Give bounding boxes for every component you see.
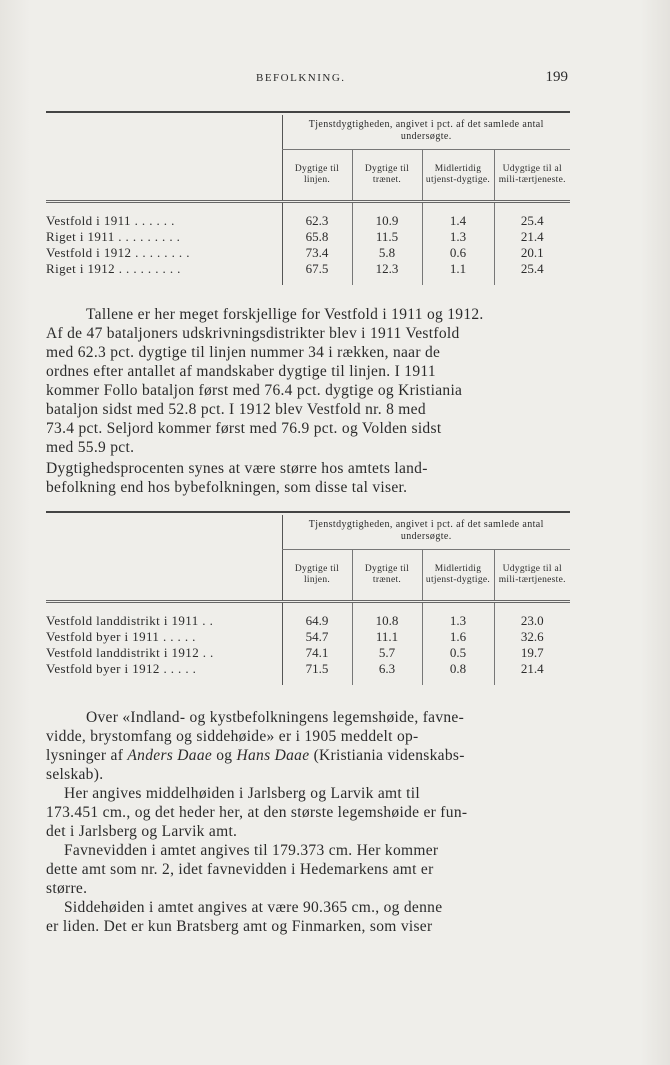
cell: 25.4 bbox=[494, 202, 570, 230]
cell: 71.5 bbox=[282, 661, 352, 685]
paragraph-siddehoiden bbox=[46, 898, 568, 936]
paragraph-favnevidden bbox=[46, 841, 568, 898]
cell: 1.3 bbox=[422, 602, 494, 630]
text-line: Af de 47 bataljoners udskrivningsdistrikter blev i 1911 Vestfold bbox=[46, 325, 460, 342]
row-label: Riget i 1912 . . . . . . . . . bbox=[46, 261, 181, 276]
text-line: med 62.3 pct. dygtige til linjen nummer 34 i rækken, naar de bbox=[46, 344, 441, 361]
cell: 67.5 bbox=[282, 261, 352, 285]
table-row bbox=[46, 229, 570, 245]
text-fragment: og bbox=[212, 747, 237, 764]
cell: 5.7 bbox=[352, 645, 422, 661]
table-row bbox=[46, 202, 570, 230]
row-label: Vestfold byer i 1912 . . . . . bbox=[46, 661, 197, 676]
table1 bbox=[46, 115, 570, 285]
table1-col-udygtige: Udygtige til al mili-tærtjeneste. bbox=[494, 150, 570, 202]
cell: 32.6 bbox=[494, 629, 570, 645]
table2-col-udygtige: Udygtige til al mili-tærtjeneste. bbox=[494, 550, 570, 602]
cell: 0.8 bbox=[422, 661, 494, 685]
row-label: Vestfold i 1912 . . . . . . . . bbox=[46, 245, 190, 260]
cell: 11.5 bbox=[352, 229, 422, 245]
table1-col-linjen: Dygtige til linjen. bbox=[282, 150, 352, 202]
paragraph-middelhoiden bbox=[46, 784, 568, 841]
table-row bbox=[46, 661, 570, 685]
cell: 62.3 bbox=[282, 202, 352, 230]
paragraph-legemshoide bbox=[46, 708, 568, 784]
text-line: befolkning end hos bybefolkningen, som disse tal viser. bbox=[46, 479, 408, 496]
cell: 1.1 bbox=[422, 261, 494, 285]
text-line: Over «Indland- og kystbefolkningens legemshøide, favne- bbox=[86, 709, 465, 726]
table2-col-midlertidig: Midlertidig utjenst-dygtige. bbox=[422, 550, 494, 602]
text-line: 173.451 cm., og det heder her, at den største legemshøide er fun- bbox=[46, 804, 468, 821]
table1-stub-header bbox=[46, 115, 282, 202]
paragraph-dygtighedsprocenten bbox=[46, 459, 568, 497]
text-line: Dygtighedsprocenten synes at være større hos amtets land- bbox=[46, 460, 428, 477]
cell: 74.1 bbox=[282, 645, 352, 661]
text-line: Her angives middelhøiden i Jarlsberg og Larvik amt til bbox=[64, 785, 420, 802]
cell: 20.1 bbox=[494, 245, 570, 261]
text-line: større. bbox=[46, 880, 88, 897]
running-header bbox=[46, 69, 570, 92]
table2-top-rule bbox=[46, 511, 570, 513]
text-line: Siddehøiden i amtet angives at være 90.365 cm., og denne bbox=[64, 899, 443, 916]
row-label: Vestfold landdistrikt i 1911 . . bbox=[46, 613, 214, 628]
cell: 6.3 bbox=[352, 661, 422, 685]
table2-col-traenet: Dygtige til trænet. bbox=[352, 550, 422, 602]
text-line: med 55.9 pct. bbox=[46, 439, 135, 456]
cell: 65.8 bbox=[282, 229, 352, 245]
cell: 73.4 bbox=[282, 245, 352, 261]
table2-stub-header bbox=[46, 515, 282, 602]
text-line: dette amt som nr. 2, idet favnevidden i Hedemarkens amt er bbox=[46, 861, 434, 878]
row-label: Riget i 1911 . . . . . . . . . bbox=[46, 229, 181, 244]
row-label: Vestfold byer i 1911 . . . . . bbox=[46, 629, 196, 644]
table-row bbox=[46, 602, 570, 630]
paragraph-vestfold-comparison bbox=[46, 305, 568, 457]
text-line: er liden. Det er kun Bratsberg amt og Finmarken, som viser bbox=[46, 918, 433, 935]
page-number: 199 bbox=[545, 69, 568, 85]
text-fragment: lysninger af bbox=[46, 747, 128, 764]
text-line bbox=[46, 746, 568, 765]
table2-col-linjen: Dygtige til linjen. bbox=[282, 550, 352, 602]
cell: 0.5 bbox=[422, 645, 494, 661]
table-row bbox=[46, 261, 570, 285]
table2-span-header: Tjenstdygtigheden, angivet i pct. af det samlede antal undersøgte. bbox=[282, 515, 570, 550]
table2 bbox=[46, 515, 570, 685]
table1-span-header: Tjenstdygtigheden, angivet i pct. af det samlede antal undersøgte. bbox=[282, 115, 570, 150]
table-row bbox=[46, 629, 570, 645]
table1-col-traenet: Dygtige til trænet. bbox=[352, 150, 422, 202]
text-line: selskab). bbox=[46, 766, 104, 783]
cell: 5.8 bbox=[352, 245, 422, 261]
cell: 64.9 bbox=[282, 602, 352, 630]
text-line: 73.4 pct. Seljord kommer først med 76.9 pct. og Volden sidst bbox=[46, 420, 442, 437]
running-title: BEFOLKNING. bbox=[256, 72, 346, 84]
author-name: Hans Daae bbox=[236, 747, 310, 764]
text-line: Tallene er her meget forskjellige for Vestfold i 1911 og 1912. bbox=[86, 306, 484, 323]
table1-top-rule bbox=[46, 111, 570, 113]
text-line: Favnevidden i amtet angives til 179.373 cm. Her kommer bbox=[64, 842, 439, 859]
cell: 54.7 bbox=[282, 629, 352, 645]
row-label: Vestfold i 1911 . . . . . . bbox=[46, 213, 175, 228]
author-name: Anders Daae bbox=[127, 747, 213, 764]
cell: 10.9 bbox=[352, 202, 422, 230]
cell: 1.6 bbox=[422, 629, 494, 645]
text-line: bataljon sidst med 52.8 pct. I 1912 blev Vestfold nr. 8 med bbox=[46, 401, 426, 418]
cell: 21.4 bbox=[494, 661, 570, 685]
cell: 23.0 bbox=[494, 602, 570, 630]
text-line: det i Jarlsberg og Larvik amt. bbox=[46, 823, 238, 840]
cell: 19.7 bbox=[494, 645, 570, 661]
text-line: ordnes efter antallet af mandskaber dygtige til linjen. I 1911 bbox=[46, 363, 436, 380]
table-row bbox=[46, 645, 570, 661]
cell: 1.4 bbox=[422, 202, 494, 230]
text-fragment: (Kristiania videnskabs- bbox=[309, 747, 465, 764]
text-line: vidde, brystomfang og siddehøide» er i 1905 meddelt op- bbox=[46, 728, 419, 745]
cell: 11.1 bbox=[352, 629, 422, 645]
cell: 1.3 bbox=[422, 229, 494, 245]
row-label: Vestfold landdistrikt i 1912 . . bbox=[46, 645, 214, 660]
cell: 21.4 bbox=[494, 229, 570, 245]
table-row bbox=[46, 245, 570, 261]
cell: 0.6 bbox=[422, 245, 494, 261]
table1-col-midlertidig: Midlertidig utjenst-dygtige. bbox=[422, 150, 494, 202]
cell: 25.4 bbox=[494, 261, 570, 285]
cell: 12.3 bbox=[352, 261, 422, 285]
cell: 10.8 bbox=[352, 602, 422, 630]
text-line: kommer Follo bataljon først med 76.4 pct. dygtige og Kristiania bbox=[46, 382, 463, 399]
